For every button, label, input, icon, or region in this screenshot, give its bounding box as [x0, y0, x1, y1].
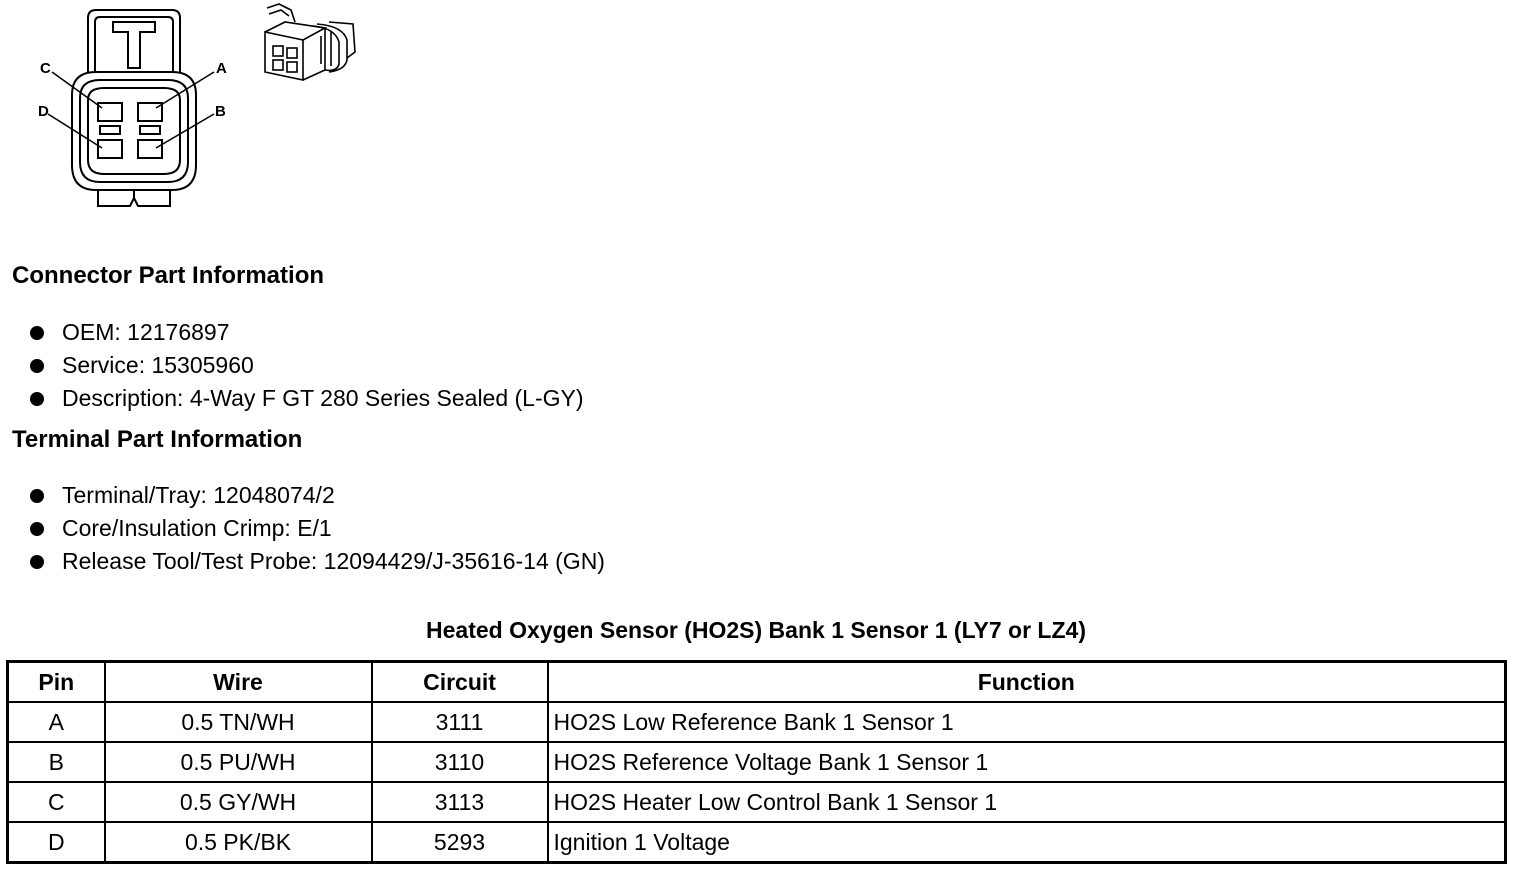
bullet-icon: [30, 489, 44, 503]
bullet-icon: [30, 555, 44, 569]
bullet-icon: [30, 326, 44, 340]
cell-wire: 0.5 TN/WH: [105, 702, 372, 742]
bullet-icon: [30, 392, 44, 406]
list-item: Service: 15305960: [28, 349, 584, 382]
cell-pin: C: [8, 782, 105, 822]
terminal-part-info-heading: Terminal Part Information: [12, 426, 303, 453]
cell-function: HO2S Reference Voltage Bank 1 Sensor 1: [548, 742, 1506, 782]
list-item: Description: 4-Way F GT 280 Series Sealed (L-GY): [28, 382, 584, 415]
table-header-row: [8, 662, 1506, 703]
header-function: Function: [548, 662, 1506, 703]
pin-label-d: D: [38, 103, 49, 120]
cell-wire: 0.5 PK/BK: [105, 822, 372, 863]
cell-wire: 0.5 GY/WH: [105, 782, 372, 822]
header-circuit: Circuit: [372, 662, 548, 703]
cell-circuit: 3110: [372, 742, 548, 782]
list-item: Terminal/Tray: 12048074/2: [28, 479, 605, 512]
cell-function: HO2S Low Reference Bank 1 Sensor 1: [548, 702, 1506, 742]
bullet-icon: [30, 522, 44, 536]
bullet-icon: [30, 359, 44, 373]
connector-isometric-image: [255, 2, 360, 84]
header-wire: Wire: [105, 662, 372, 703]
table-row: [8, 702, 1506, 742]
table-row: [8, 822, 1506, 863]
table-row: [8, 742, 1506, 782]
cell-circuit: 3113: [372, 782, 548, 822]
cell-circuit: 3111: [372, 702, 548, 742]
cell-circuit: 5293: [372, 822, 548, 863]
cell-wire: 0.5 PU/WH: [105, 742, 372, 782]
leader-line-d: [48, 114, 102, 148]
header-pin: Pin: [8, 662, 105, 703]
connector-face-diagram: [0, 0, 250, 215]
list-item: Core/Insulation Crimp: E/1: [28, 512, 605, 545]
pinout-table: [6, 660, 1507, 864]
pin-label-a: A: [216, 60, 227, 77]
cell-function: HO2S Heater Low Control Bank 1 Sensor 1: [548, 782, 1506, 822]
terminal-part-info-list: [28, 479, 605, 578]
list-item: OEM: 12176897: [28, 316, 584, 349]
table-row: [8, 782, 1506, 822]
pin-label-c: C: [40, 60, 51, 77]
connector-part-info-list: [28, 316, 584, 415]
pin-label-b: B: [215, 103, 226, 120]
leader-line-a: [156, 72, 214, 108]
leader-line-b: [156, 114, 214, 148]
list-item: Release Tool/Test Probe: 12094429/J-35616-14 (GN): [28, 545, 605, 578]
table-title: Heated Oxygen Sensor (HO2S) Bank 1 Sensor 1 (LY7 or LZ4): [426, 617, 1086, 643]
cell-pin: B: [8, 742, 105, 782]
cell-pin: D: [8, 822, 105, 863]
connector-part-info-heading: Connector Part Information: [12, 262, 325, 289]
cell-pin: A: [8, 702, 105, 742]
cell-function: Ignition 1 Voltage: [548, 822, 1506, 863]
